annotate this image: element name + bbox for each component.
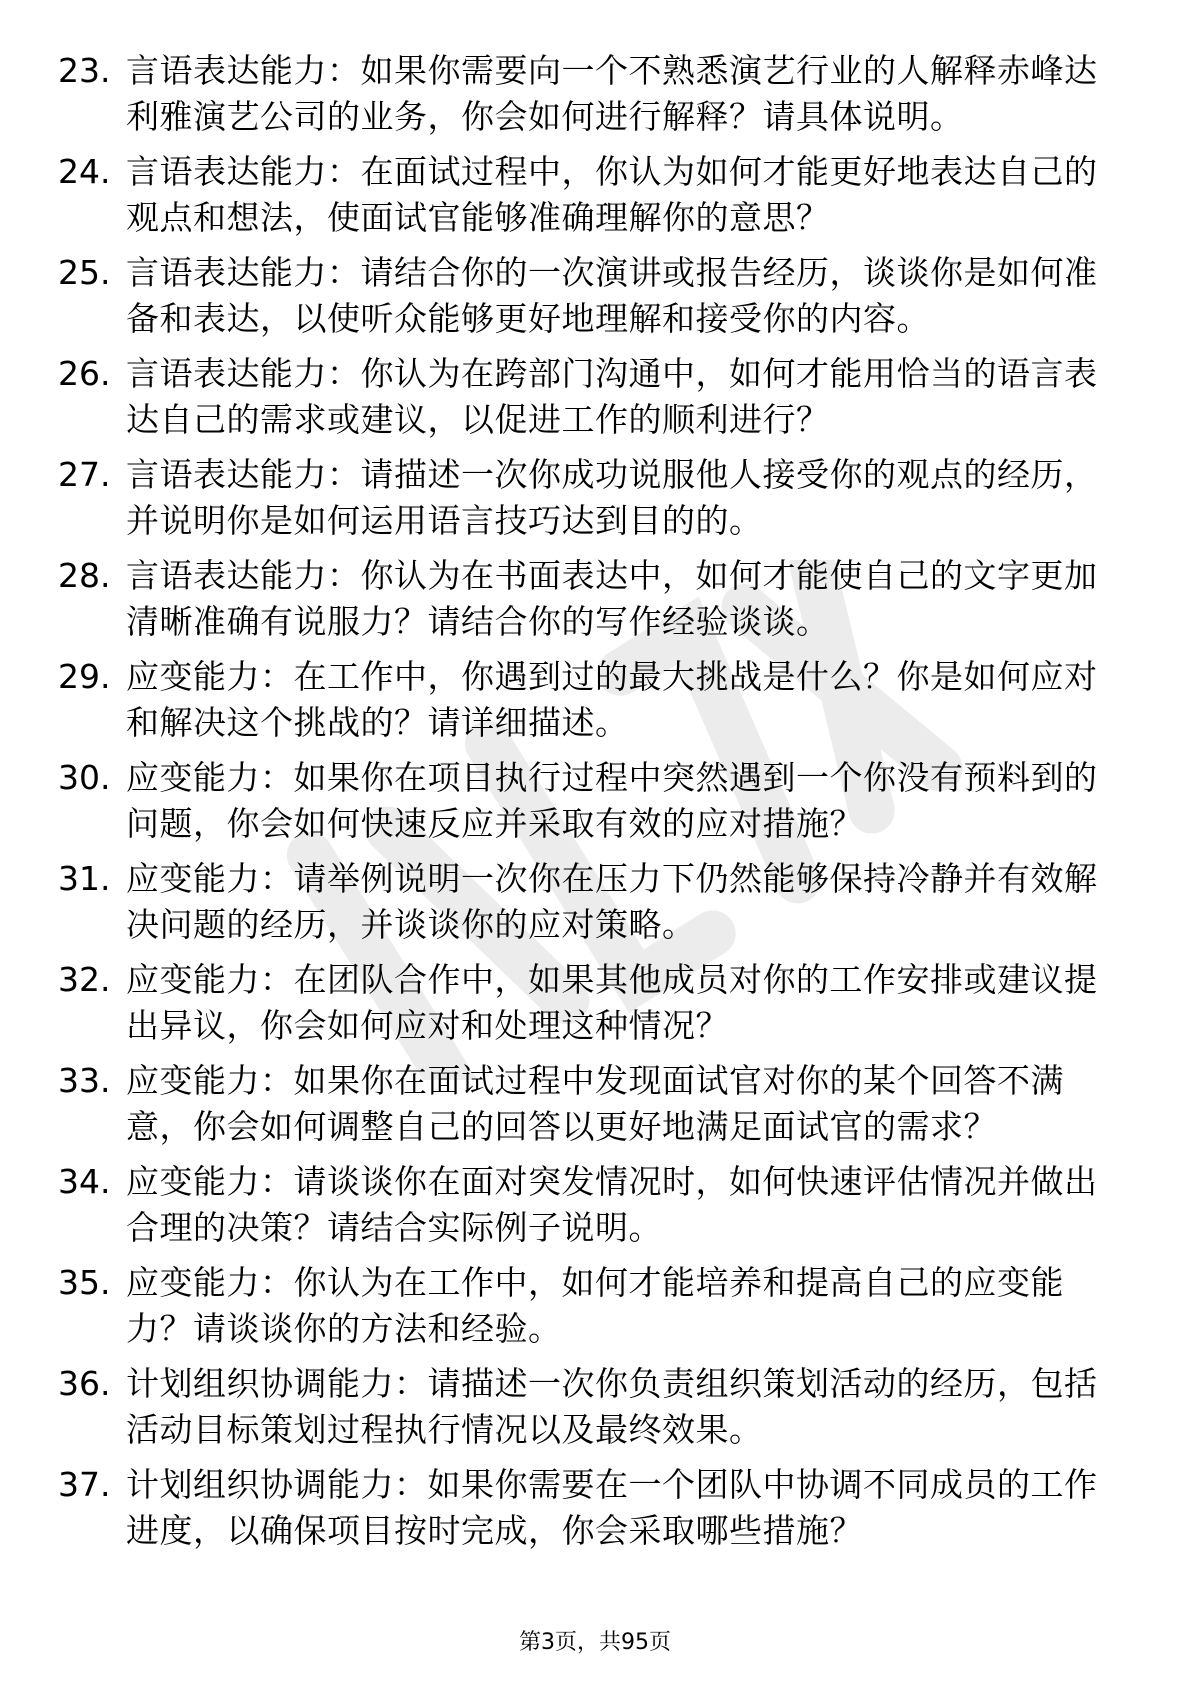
question-text: 言语表达能力：请描述一次你成功说服他人接受你的观点的经历，并说明你是如何运用语言技巧达到目的的。 xyxy=(126,455,1098,540)
question-item xyxy=(58,553,1108,645)
question-text: 计划组织协调能力：如果你需要在一个团队中协调不同成员的工作进度，以确保项目按时完成，你会采取哪些措施？ xyxy=(126,1465,1098,1550)
question-number: 31. xyxy=(58,859,111,898)
question-number: 36. xyxy=(58,1364,111,1403)
question-item xyxy=(58,1462,1108,1554)
page-footer xyxy=(0,1628,1190,1658)
question-item xyxy=(58,351,1108,443)
question-list xyxy=(58,48,1108,1563)
question-text: 应变能力：你认为在工作中，如何才能培养和提高自己的应变能力？请谈谈你的方法和经验。 xyxy=(126,1263,1064,1348)
question-number: 32. xyxy=(58,960,111,999)
question-text: 应变能力：如果你在面试过程中发现面试官对你的某个回答不满意，你会如何调整自己的回答以更好地满足面试官的需求？ xyxy=(126,1061,1064,1146)
question-text: 言语表达能力：请结合你的一次演讲或报告经历，谈谈你是如何准备和表达，以使听众能够更好地理解和接受你的内容。 xyxy=(126,253,1098,338)
question-number: 33. xyxy=(58,1061,111,1100)
question-number: 28. xyxy=(58,556,111,595)
question-item xyxy=(58,1260,1108,1352)
question-number: 27. xyxy=(58,455,111,494)
question-number: 30. xyxy=(58,758,111,797)
question-item xyxy=(58,149,1108,241)
question-number: 23. xyxy=(58,51,111,90)
question-item xyxy=(58,1058,1108,1150)
question-text: 应变能力：如果你在项目执行过程中突然遇到一个你没有预料到的问题，你会如何快速反应并采取有效的应对措施？ xyxy=(126,758,1098,843)
question-item xyxy=(58,250,1108,342)
question-text: 言语表达能力：在面试过程中，你认为如何才能更好地表达自己的观点和想法，使面试官能够准确理解你的意思？ xyxy=(126,152,1098,237)
question-text: 言语表达能力：如果你需要向一个不熟悉演艺行业的人解释赤峰达利雅演艺公司的业务，你会如何进行解释？请具体说明。 xyxy=(126,51,1098,136)
question-number: 25. xyxy=(58,253,111,292)
question-item xyxy=(58,452,1108,544)
question-text: 计划组织协调能力：请描述一次你负责组织策划活动的经历，包括活动目标策划过程执行情况以及最终效果。 xyxy=(126,1364,1098,1449)
page-number-label: 第3页，共95页 xyxy=(519,1630,671,1655)
question-number: 26. xyxy=(58,354,111,393)
question-item xyxy=(58,755,1108,847)
question-text: 言语表达能力：你认为在书面表达中，如何才能使自己的文字更加清晰准确有说服力？请结合你的写作经验谈谈。 xyxy=(126,556,1098,641)
question-item xyxy=(58,48,1108,140)
question-number: 34. xyxy=(58,1162,111,1201)
question-text: 应变能力：请谈谈你在面对突发情况时，如何快速评估情况并做出合理的决策？请结合实际例子说明。 xyxy=(126,1162,1098,1247)
question-text: 应变能力：在团队合作中，如果其他成员对你的工作安排或建议提出异议，你会如何应对和处理这种情况？ xyxy=(126,960,1098,1045)
question-number: 24. xyxy=(58,152,111,191)
question-item xyxy=(58,1159,1108,1251)
question-text: 应变能力：请举例说明一次你在压力下仍然能够保持冷静并有效解决问题的经历，并谈谈你的应对策略。 xyxy=(126,859,1098,944)
question-item xyxy=(58,856,1108,948)
question-item xyxy=(58,957,1108,1049)
question-number: 37. xyxy=(58,1465,111,1504)
question-item xyxy=(58,1361,1108,1453)
question-text: 应变能力：在工作中，你遇到过的最大挑战是什么？你是如何应对和解决这个挑战的？请详细描述。 xyxy=(126,657,1098,742)
question-number: 35. xyxy=(58,1263,111,1302)
question-number: 29. xyxy=(58,657,111,696)
question-text: 言语表达能力：你认为在跨部门沟通中，如何才能用恰当的语言表达自己的需求或建议，以促进工作的顺利进行？ xyxy=(126,354,1098,439)
question-item xyxy=(58,654,1108,746)
